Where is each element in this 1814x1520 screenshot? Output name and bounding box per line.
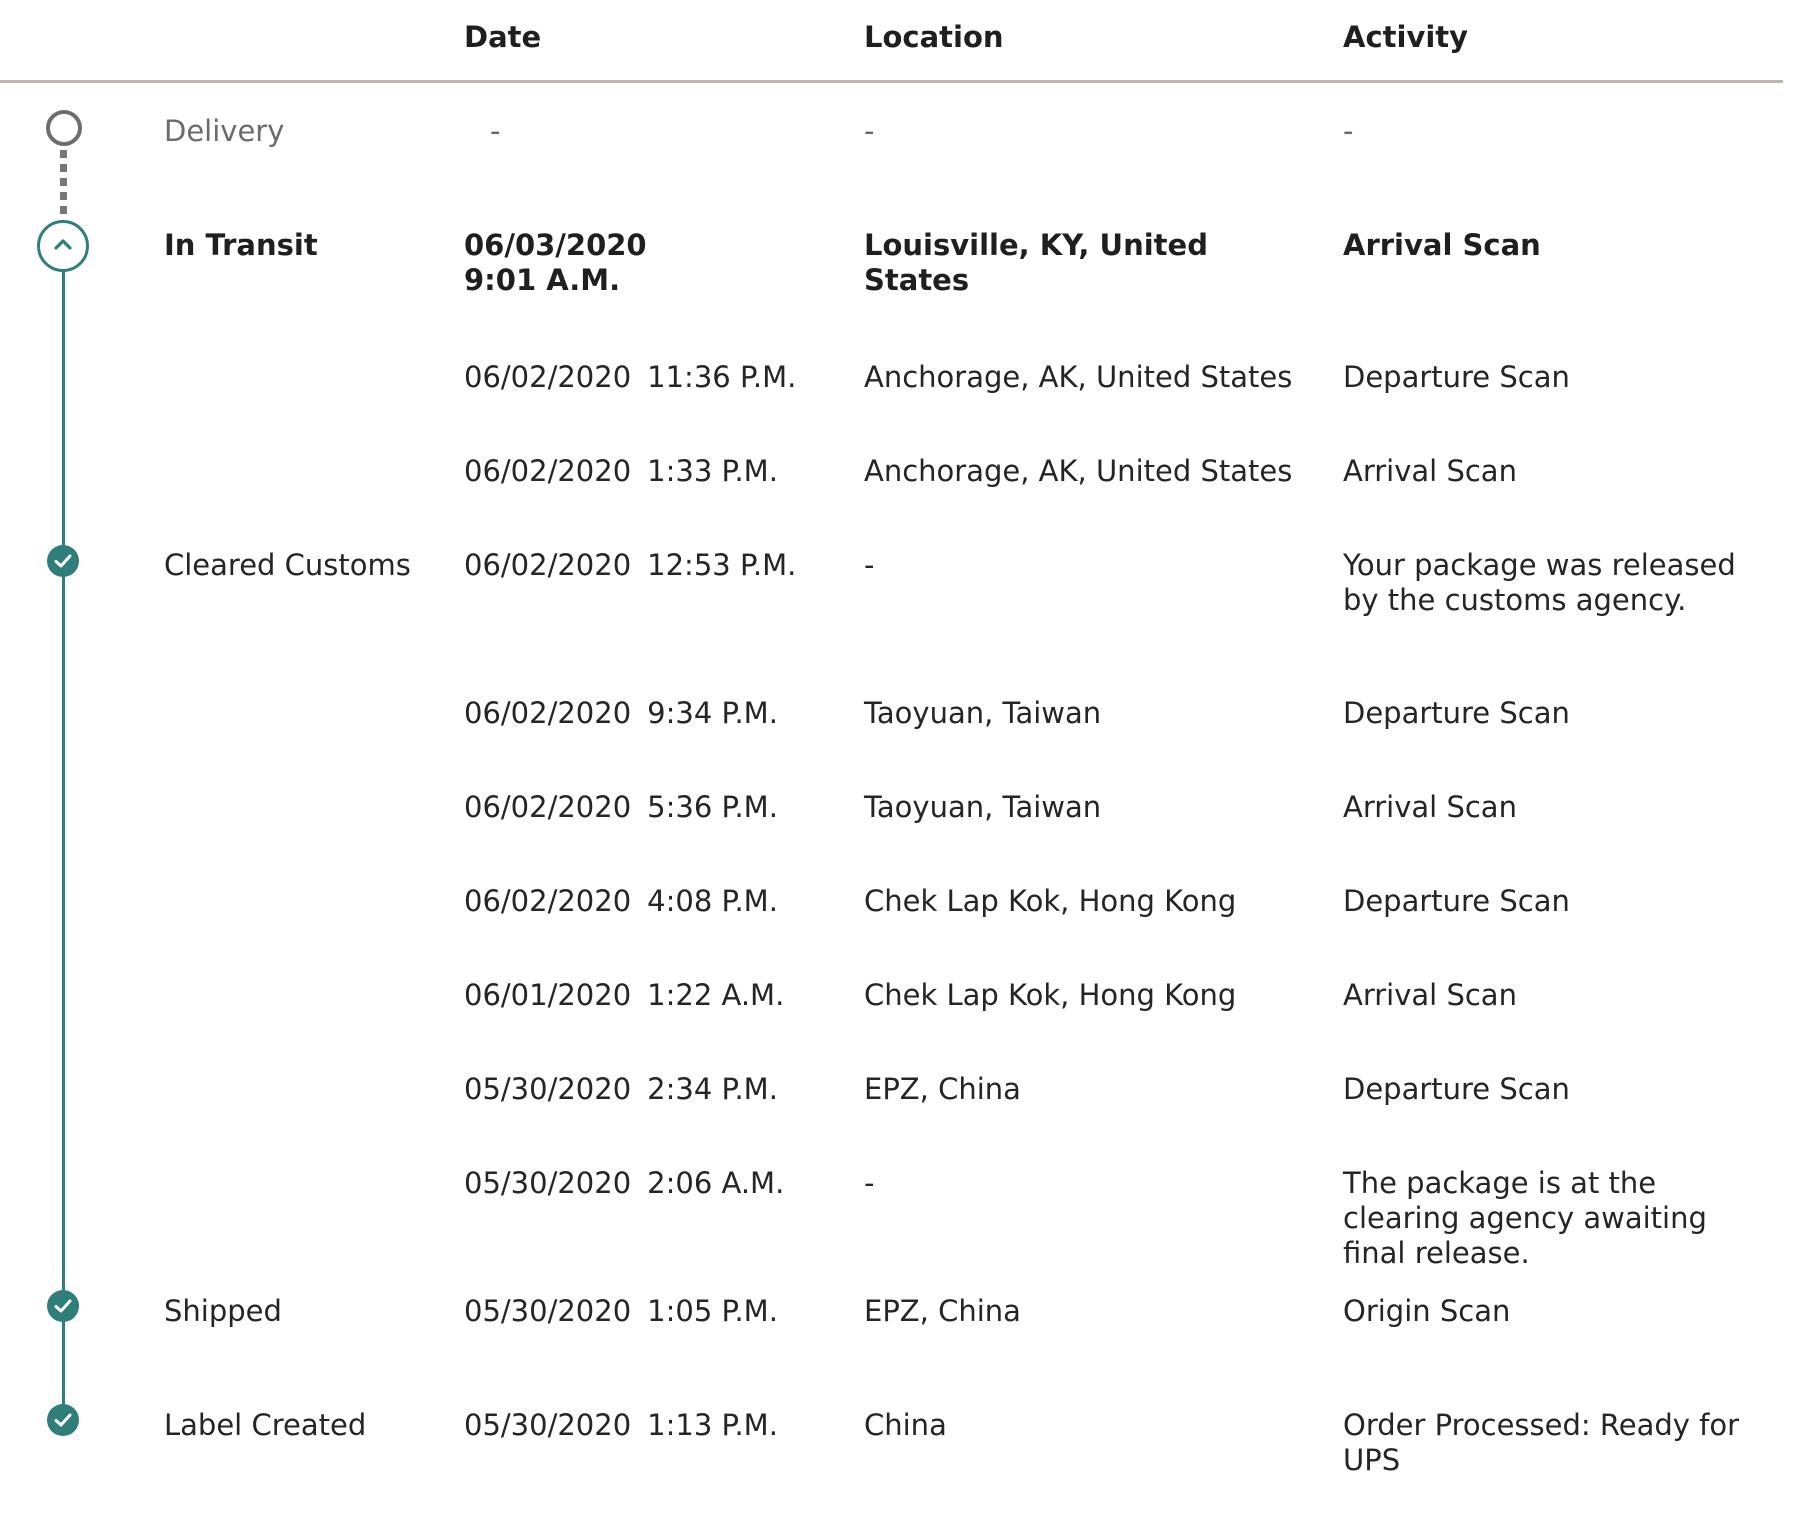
- location-value: Chek Lap Kok, Hong Kong: [864, 884, 1237, 918]
- date-value: 06/02/2020: [464, 360, 632, 394]
- date-value: 06/03/2020: [464, 228, 647, 262]
- date-value: 06/02/2020: [464, 790, 632, 824]
- in-transit-chevron-up-icon[interactable]: [37, 220, 89, 272]
- shipped-check-circle-icon: [47, 1290, 79, 1322]
- date-value: 05/30/2020: [464, 1072, 632, 1106]
- date-value: 05/30/2020: [464, 1166, 632, 1200]
- date-value: 06/02/2020: [464, 548, 632, 582]
- status-label: Label Created: [164, 1408, 367, 1442]
- time-value: 12:53 P.M.: [647, 548, 797, 582]
- header-date: Date: [464, 20, 542, 54]
- cleared-customs-check-circle-icon: [47, 545, 79, 577]
- date-value: 06/02/2020: [464, 696, 632, 730]
- activity-value: Departure Scan: [1343, 884, 1570, 918]
- date-time-value: [464, 360, 844, 395]
- pending-timeline-connector: [60, 150, 67, 220]
- time-value: 1:13 P.M.: [647, 1408, 778, 1442]
- date-value: -: [490, 114, 501, 148]
- activity-value: -: [1343, 114, 1354, 148]
- date-value: 06/01/2020: [464, 978, 632, 1012]
- time-value: 2:34 P.M.: [647, 1072, 778, 1106]
- location-value: Anchorage, AK, United States: [864, 360, 1293, 394]
- activity-value: Arrival Scan: [1343, 454, 1517, 488]
- delivery-open-circle-icon: [46, 110, 82, 146]
- date-time-value: [464, 1166, 844, 1201]
- location-value: Taoyuan, Taiwan: [864, 790, 1102, 824]
- table-header: [0, 0, 1783, 83]
- activity-value: Your package was released by the customs agency.: [1343, 548, 1736, 617]
- location-value: Taoyuan, Taiwan: [864, 696, 1102, 730]
- activity-value: Departure Scan: [1343, 360, 1570, 394]
- date-time-value: [464, 454, 844, 489]
- date-value: 06/02/2020: [464, 454, 632, 488]
- location-value: -: [864, 1166, 875, 1200]
- time-value: 1:05 P.M.: [647, 1294, 778, 1328]
- label-created-check-circle-icon: [47, 1404, 79, 1436]
- status-label: Shipped: [164, 1294, 282, 1328]
- header-location: Location: [864, 20, 1004, 54]
- status-label: Delivery: [164, 114, 285, 148]
- date-value: 05/30/2020: [464, 1408, 632, 1442]
- time-value: 9:01 A.M.: [464, 263, 621, 297]
- header-activity: Activity: [1343, 20, 1469, 54]
- location-value: China: [864, 1408, 947, 1442]
- location-value: Louisville, KY, United States: [864, 228, 1208, 297]
- date-time-value: [464, 978, 844, 1013]
- time-value: 9:34 P.M.: [647, 696, 778, 730]
- date-time-value: [464, 548, 844, 583]
- time-value: 1:33 P.M.: [647, 454, 778, 488]
- date-value: 06/02/2020: [464, 884, 632, 918]
- location-value: EPZ, China: [864, 1072, 1021, 1106]
- activity-value: Arrival Scan: [1343, 978, 1517, 1012]
- activity-value: Origin Scan: [1343, 1294, 1511, 1328]
- date-time-value: [464, 1408, 844, 1443]
- activity-value: Departure Scan: [1343, 696, 1570, 730]
- location-value: Chek Lap Kok, Hong Kong: [864, 978, 1237, 1012]
- date-value: 05/30/2020: [464, 1294, 632, 1328]
- status-label: Cleared Customs: [164, 548, 411, 582]
- date-time-value: [464, 228, 844, 298]
- time-value: 1:22 A.M.: [647, 978, 785, 1012]
- time-value: 2:06 A.M.: [647, 1166, 785, 1200]
- activity-value: The package is at the clearing agency awaiting final release.: [1343, 1166, 1707, 1270]
- time-value: 11:36 P.M.: [647, 360, 797, 394]
- activity-value: Order Processed: Ready for UPS: [1343, 1408, 1740, 1477]
- location-value: EPZ, China: [864, 1294, 1021, 1328]
- activity-value: Arrival Scan: [1343, 228, 1541, 262]
- date-time-value: [464, 790, 844, 825]
- time-value: 4:08 P.M.: [647, 884, 778, 918]
- activity-value: Departure Scan: [1343, 1072, 1570, 1106]
- time-value: 5:36 P.M.: [647, 790, 778, 824]
- timeline-segment-cleared-customs: [62, 562, 65, 1307]
- date-time-value: [464, 1294, 844, 1329]
- status-label: In Transit: [164, 228, 318, 262]
- date-time-value: [464, 696, 844, 731]
- date-time-value: [464, 1072, 844, 1107]
- location-value: -: [864, 548, 875, 582]
- date-time-value: [464, 884, 844, 919]
- activity-value: Arrival Scan: [1343, 790, 1517, 824]
- timeline-segment-in-transit: [62, 272, 65, 562]
- location-value: -: [864, 114, 875, 148]
- location-value: Anchorage, AK, United States: [864, 454, 1293, 488]
